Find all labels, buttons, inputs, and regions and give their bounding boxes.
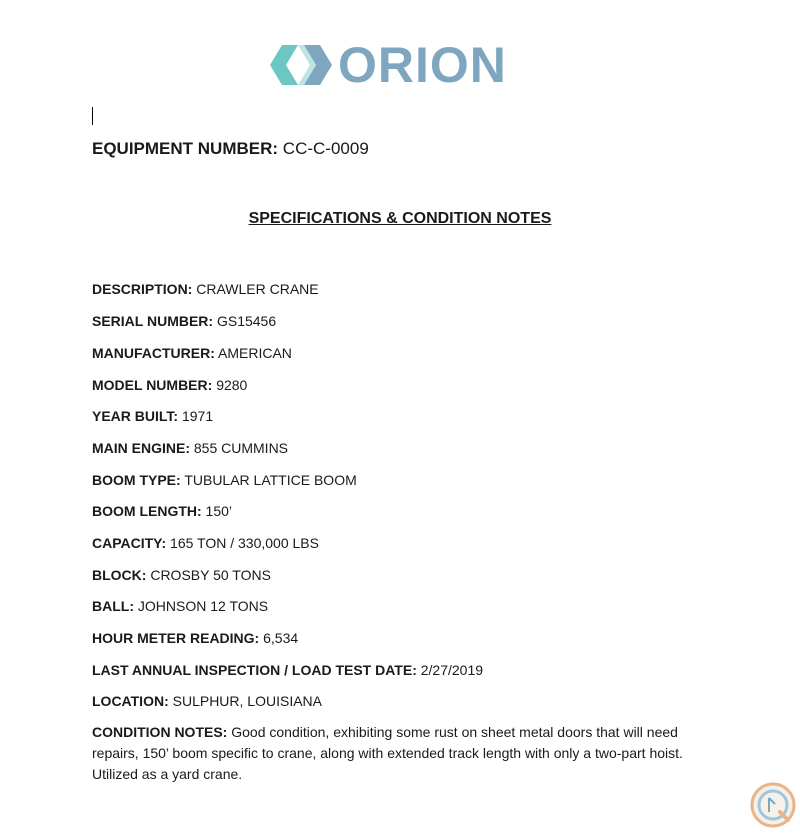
field-value: 9280 [216,377,248,393]
field-value: GS15456 [216,313,277,329]
field-serial-number [92,313,276,329]
field-year-built [92,408,213,424]
watermark-badge-icon [750,782,796,828]
field-value: 6,534 [263,630,299,646]
field-value: 150’ [205,503,233,519]
field-last-inspection-date [92,662,483,678]
field-label: MODEL NUMBER: [92,377,213,393]
field-capacity [92,535,319,551]
field-value: 165 TON / 330,000 LBS [170,535,319,551]
field-value: AMERICAN [218,345,292,361]
field-hour-meter-reading [92,630,298,646]
field-block [92,567,271,583]
field-manufacturer [92,345,292,361]
section-heading: SPECIFICATIONS & CONDITION NOTES [248,210,552,227]
field-label: MANUFACTURER: [92,345,215,361]
field-value: 855 CUMMINS [193,440,289,456]
field-value: 2/27/2019 [420,662,484,678]
field-main-engine [92,440,288,456]
field-value: 1971 [181,408,214,424]
text-cursor [92,107,93,125]
equipment-number-label: EQUIPMENT NUMBER: [92,139,279,158]
condition-notes-label: CONDITION NOTES: [92,724,228,740]
equipment-number [92,139,369,159]
field-label: HOUR METER READING: [92,630,260,646]
field-value: SULPHUR, LOUISIANA [172,693,322,709]
field-value: CROSBY 50 TONS [150,567,271,583]
field-label: LOCATION: [92,693,169,709]
field-label: SERIAL NUMBER: [92,313,214,329]
field-value: TUBULAR LATTICE BOOM [184,472,357,488]
field-label: MAIN ENGINE: [92,440,190,456]
orion-mark-icon [270,41,334,89]
field-location [92,693,322,709]
field-label: BOOM LENGTH: [92,503,202,519]
orion-logo [270,37,507,93]
field-model-number [92,377,247,393]
field-label: BALL: [92,598,134,614]
field-boom-length [92,503,232,519]
field-label: BLOCK: [92,567,147,583]
field-value: JOHNSON 12 TONS [137,598,269,614]
logo-wordmark: ORION [338,37,507,93]
field-label: BOOM TYPE: [92,472,181,488]
field-value: CRAWLER CRANE [196,281,319,297]
equipment-number-value: CC-C-0009 [282,139,369,158]
field-label: DESCRIPTION: [92,281,193,297]
field-label: CAPACITY: [92,535,167,551]
field-description [92,281,319,297]
condition-notes-value: Good condition, exhibiting some rust on sheet metal doors that will need repairs, 150’ boom specific to crane, along with extended track length with only a two-part hoist. Utilized as a yard crane. [92,724,683,782]
field-label: LAST ANNUAL INSPECTION / LOAD TEST DATE: [92,662,417,678]
field-label: YEAR BUILT: [92,408,179,424]
field-ball [92,598,268,614]
condition-notes [92,722,712,785]
field-boom-type [92,472,357,488]
